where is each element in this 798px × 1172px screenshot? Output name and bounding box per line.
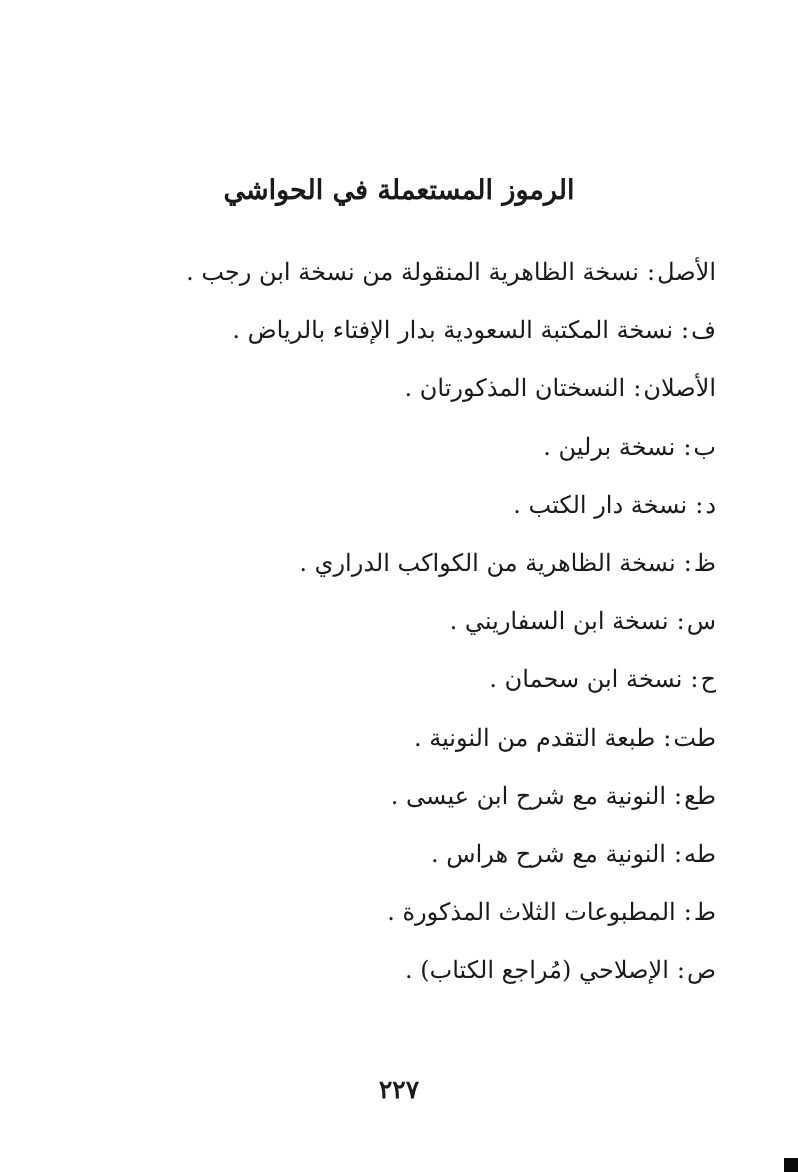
symbol-entry (76, 650, 716, 708)
symbol-code: ط (693, 898, 716, 927)
symbol-description: النونية مع شرح هراس . (431, 839, 666, 868)
symbol-description: النسختان المذكورتان . (404, 374, 626, 403)
symbol-code: ظ (693, 548, 716, 577)
page-number: ٢٢٧ (378, 1075, 420, 1104)
symbol-separator: : (690, 665, 699, 694)
symbol-description: النونية مع شرح ابن عيسى . (390, 781, 667, 810)
symbol-separator: : (663, 723, 672, 752)
symbol-description: نسخة المكتبة السعودية بدار الإفتاء بالرياض . (232, 316, 674, 345)
symbol-code: د (705, 490, 716, 519)
symbol-entry (76, 418, 716, 476)
symbol-entry (76, 359, 716, 417)
symbol-code: طه (684, 839, 716, 868)
symbols-list (76, 243, 716, 999)
symbol-description: المطبوعات الثلاث المذكورة . (387, 898, 676, 927)
symbol-separator: : (676, 607, 685, 636)
symbol-separator: : (633, 374, 642, 403)
symbol-description: نسخة برلين . (543, 432, 676, 461)
symbol-entry (76, 243, 716, 301)
symbol-entry (76, 709, 716, 767)
symbol-separator: : (681, 316, 690, 345)
symbol-entry (76, 941, 716, 999)
symbol-description: نسخة ابن سحمان . (489, 665, 683, 694)
symbol-separator: : (673, 839, 683, 868)
symbol-code: ص (686, 956, 716, 985)
symbol-code: طع (684, 781, 716, 810)
symbol-separator: : (695, 490, 704, 519)
symbol-entry (76, 825, 716, 883)
symbol-code: ح (700, 665, 716, 694)
symbol-separator: : (676, 956, 685, 985)
symbol-description: نسخة دار الكتب . (513, 490, 688, 519)
symbol-separator: : (683, 898, 692, 927)
symbol-entry (76, 534, 716, 592)
symbol-entry (76, 883, 716, 941)
symbol-code: س (686, 607, 716, 636)
symbol-description: طبعة التقدم من النونية . (413, 723, 656, 752)
symbol-code: الأصلان (643, 374, 716, 403)
symbol-code: طت (673, 723, 716, 752)
page-title: الرموز المستعملة في الحواشي (223, 175, 575, 206)
symbol-description: نسخة الظاهرية المنقولة من نسخة ابن رجب . (186, 258, 639, 286)
symbol-entry (76, 592, 716, 650)
symbol-separator: : (674, 781, 683, 810)
symbol-separator: : (683, 548, 692, 577)
symbol-entry (76, 301, 716, 359)
symbol-entry (76, 767, 716, 825)
symbol-code: ف (691, 316, 716, 345)
symbol-separator: : (646, 258, 656, 286)
symbol-code: ب (693, 432, 716, 461)
symbol-entry (76, 476, 716, 534)
symbol-description: الإصلاحي (مُراجع الكتاب) . (404, 956, 669, 985)
symbol-code: الأصل (657, 258, 716, 286)
scan-edge-mark (784, 1158, 798, 1172)
symbol-description: نسخة ابن السفاريني . (449, 607, 669, 636)
symbol-description: نسخة الظاهرية من الكواكب الدراري . (299, 548, 676, 577)
symbol-separator: : (683, 432, 692, 461)
